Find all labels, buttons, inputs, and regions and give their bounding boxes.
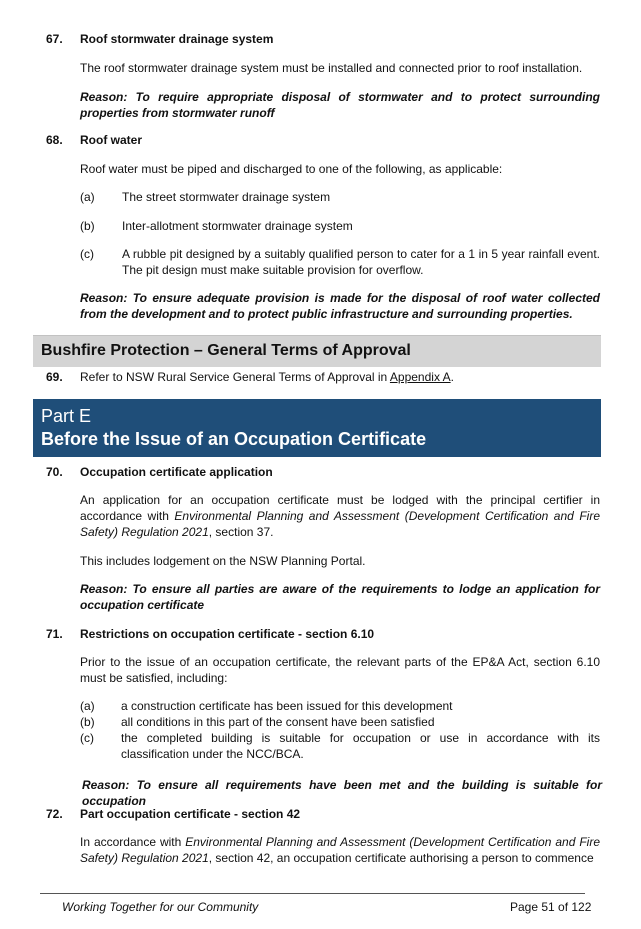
part-e-banner [33,399,601,457]
condition-68-item-b: Inter-allotment stormwater drainage system [122,219,353,233]
appendix-a-link[interactable]: Appendix A [389,370,451,384]
condition-68-title: Roof water [80,133,143,147]
page-number: Page 51 of 122 [510,900,592,914]
condition-68-reason: Reason: To ensure adequate provision is made for the disposal of roof water collected from the development and to protect public infrastructure and surrounding properties. [80,291,600,321]
condition-70-title: Occupation certificate application [80,465,273,479]
footer-divider [40,893,585,894]
condition-71-number: 71. [46,627,63,641]
condition-68-item-b-label: (b) [80,219,95,233]
condition-71-item-c: the completed building is suitable for occupation or use in accordance with its classification under the NCC/BCA. [121,731,600,761]
condition-68-item-c: A rubble pit designed by a suitably qualified person to cater for a 1 in 5 year rainfall event. The pit design must make suitable provision for overflow. [122,247,600,277]
condition-68-text: Roof water must be piped and discharged to one of the following, as applicable: [80,162,503,176]
condition-70-reason: Reason: To ensure all parties are aware of the requirements to lodge an application for occupation certificate [80,582,600,612]
part-e-title: Before the Issue of an Occupation Certificate [41,429,427,449]
condition-72-text: In accordance with Environmental Planning and Assessment (Development Certification and Fire Safety) Regulation 2021, section 42, an occupation certificate authorising a person to commence [80,835,600,865]
condition-68-item-a-label: (a) [80,190,95,204]
condition-71-title: Restrictions on occupation certificate - section 6.10 [80,627,375,641]
condition-71-item-c-label: (c) [80,731,94,745]
condition-71-item-a-label: (a) [80,699,95,713]
condition-68-item-c-label: (c) [80,247,94,261]
condition-71-item-b-label: (b) [80,715,95,729]
condition-70-number: 70. [46,465,63,479]
condition-68-item-a: The street stormwater drainage system [122,190,331,204]
condition-67-title: Roof stormwater drainage system [80,32,274,46]
condition-68-number: 68. [46,133,63,147]
footer-slogan: Working Together for our Community [62,900,259,914]
bushfire-section-header [33,335,601,367]
condition-69-number: 69. [46,370,63,384]
condition-70-text-2: This includes lodgement on the NSW Planning Portal. [80,554,366,568]
condition-72-number: 72. [46,807,63,821]
bushfire-section-title: Bushfire Protection – General Terms of Approval [41,342,411,359]
condition-71-text: Prior to the issue of an occupation certificate, the relevant parts of the EP&A Act, section 6.10 must be satisfied, including: [80,655,600,685]
part-e-label: Part E [41,406,92,426]
condition-67-reason: Reason: To require appropriate disposal of stormwater and to protect surrounding properties from stormwater runoff [80,90,600,120]
condition-72-title: Part occupation certificate - section 42 [80,807,301,821]
condition-67-text: The roof stormwater drainage system must be installed and connected prior to roof installation. [80,61,583,75]
condition-70-text: An application for an occupation certificate must be lodged with the principal certifier in accordance with Environmental Planning and Assessment (Development Certification and Fire Safety) Regulation 2021, section 37. [80,493,600,539]
condition-71-item-b: all conditions in this part of the consent have been satisfied [121,715,435,729]
condition-71-item-a: a construction certificate has been issued for this development [121,699,453,713]
condition-71-reason: Reason: To ensure all requirements have been met and the building is suitable for occupation [82,778,602,808]
condition-69-text: Refer to NSW Rural Service General Terms of Approval in Appendix A. [80,370,454,384]
condition-67-number: 67. [46,32,63,46]
